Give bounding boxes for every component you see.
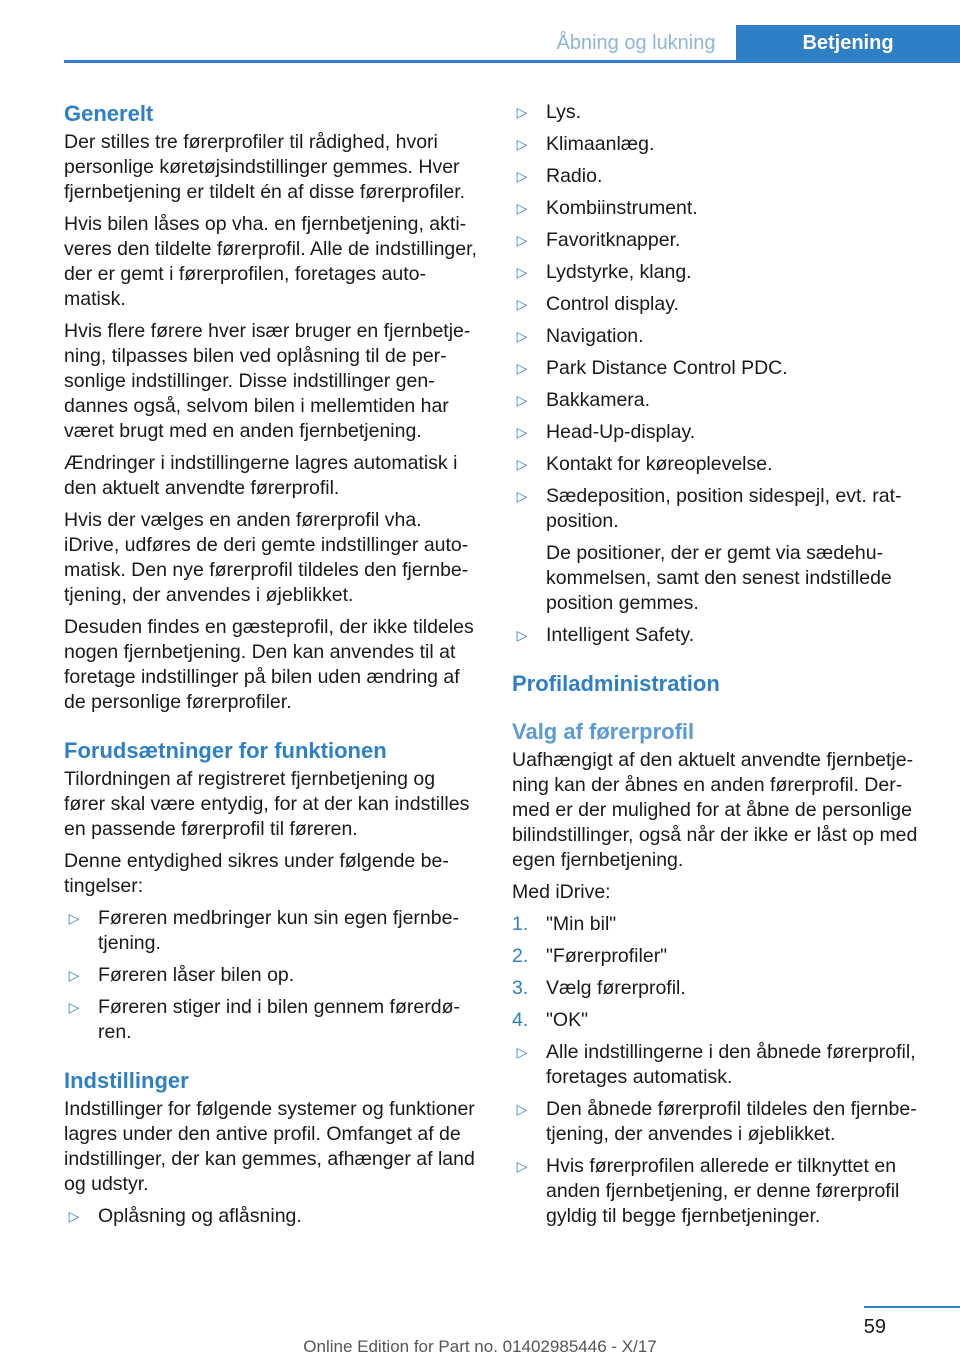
- list-item: ▷ Oplåsning og aflåsning.: [64, 1204, 479, 1229]
- list-item: ▷ Park Distance Control PDC.: [512, 356, 927, 381]
- right-column: [512, 100, 927, 1236]
- list-item: ▷ Føreren stiger ind i bilen gennem førerdøren.: [64, 995, 479, 1045]
- paragraph: Tilordningen af registreret fjernbetjening og fører skal være entydig, for at der kan indstilles en passende førerprofil til føreren.: [64, 768, 470, 840]
- heading-indstillinger: Indstillinger: [64, 1068, 189, 1093]
- list-item: ▷ Bakkamera.: [512, 388, 927, 413]
- step-item: 3. Vælg førerprofil.: [512, 977, 686, 999]
- page-number: 59: [863, 1316, 886, 1338]
- seat-note: De positioner, der er gemt via sædehukommelsen, samt den senest indstillede position gemmes.: [546, 542, 892, 614]
- step-number: 3.: [512, 977, 529, 999]
- list-item: ▷ Intelligent Safety.: [512, 623, 927, 648]
- list-item: ▷ Føreren låser bilen op.: [64, 963, 479, 988]
- list-item: ▷ Kombiinstrument.: [512, 196, 927, 221]
- heading-forudsaetninger: Forudsætninger for funktionen: [64, 738, 387, 763]
- chapter-tab: Betjening: [736, 25, 960, 62]
- footer-rule: [864, 1306, 960, 1308]
- bullet-icon: ▷: [68, 999, 80, 1015]
- paragraph: Hvis bilen låses op vha. en fjernbetjening, aktiveres den tildelte førerprofil. Alle de indstillinger, der er gemt i førerprofilen, foretages automatisk.: [64, 213, 477, 310]
- list-item: ▷ Navigation.: [512, 324, 927, 349]
- bullet-icon: ▷: [68, 967, 80, 983]
- list-item: ▷ Hvis førerprofilen allerede er tilknyttet en anden fjernbetjening, er denne førerprofil gyldig til begge fjernbetjeninger.: [512, 1154, 927, 1229]
- paragraph: Der stilles tre førerprofiler til rådighed, hvori personlige køretøjsindstillinger gemmes. Hver fjernbetjening er tildelt én af disse førerprofiler.: [64, 131, 466, 203]
- step-number: 1.: [512, 913, 529, 935]
- bullet-icon: ▷: [516, 1158, 528, 1174]
- list-item: ▷ Sædeposition, position sidespejl, evt. ratposition.: [512, 484, 927, 534]
- bullet-icon: ▷: [516, 456, 528, 472]
- list-item: ▷ Den åbnede førerprofil tildeles den fjernbetjening, der anvendes i øjeblikket.: [512, 1097, 927, 1147]
- heading-profiladministration: Profiladministration: [512, 671, 720, 696]
- header-tabs: [536, 25, 960, 62]
- bullet-icon: ▷: [516, 488, 528, 504]
- bullet-icon: ▷: [516, 1101, 528, 1117]
- bullet-icon: ▷: [516, 232, 528, 248]
- list-item: ▷ Lys.: [512, 100, 927, 125]
- bullet-icon: ▷: [516, 328, 528, 344]
- header-rule: [64, 60, 960, 63]
- bullet-icon: ▷: [68, 910, 80, 926]
- bullet-icon: ▷: [516, 424, 528, 440]
- bullet-icon: ▷: [68, 1208, 80, 1224]
- list-item: ▷ Føreren medbringer kun sin egen fjernbetjening.: [64, 906, 479, 956]
- bullet-icon: ▷: [516, 360, 528, 376]
- bullet-icon: ▷: [516, 104, 528, 120]
- list-item: ▷ Head-Up-display.: [512, 420, 927, 445]
- list-item: ▷ Klimaanlæg.: [512, 132, 927, 157]
- list-item: ▷ Kontakt for køreoplevelse.: [512, 452, 927, 477]
- bullet-icon: ▷: [516, 1044, 528, 1060]
- paragraph: Hvis flere førere hver især bruger en fjernbetjening, tilpasses bilen ved oplåsning til de personlige indstillinger. Disse indstillinger gendannes også, selvom bilen i mellemtiden har været brugt med en anden fjernbetjening.: [64, 320, 471, 442]
- list-item: ▷ Alle indstillingerne i den åbnede førerprofil, foretages automatisk.: [512, 1040, 927, 1090]
- step-number: 4.: [512, 1009, 529, 1031]
- list-item: ▷ Control display.: [512, 292, 927, 317]
- paragraph: Hvis der vælges en anden førerprofil vha. iDrive, udføres de deri gemte indstillinger automatisk. Den nye førerprofil tildeles den fjernbetjening, der anvendes i øjeblikket.: [64, 509, 469, 606]
- step-item: 2. "Førerprofiler": [512, 945, 668, 967]
- list-item: ▷ Lydstyrke, klang.: [512, 260, 927, 285]
- left-column: [64, 100, 479, 1236]
- bullet-icon: ▷: [516, 136, 528, 152]
- heading-valg-af-forerprofil: Valg af førerprofil: [512, 719, 695, 744]
- step-item: 4. "OK": [512, 1009, 589, 1031]
- section-tab: Åbning og lukning: [556, 32, 716, 54]
- paragraph: Ændringer i indstillingerne lagres automatisk i den aktuelt anvendte førerprofil.: [64, 452, 458, 499]
- paragraph: Uafhængigt af den aktuelt anvendte fjernbetjening kan der åbnes en anden førerprofil. Dermed er der mulighed for at åbne de personlige bilindstillinger, også når der ikke er låst op med egen fjernbetjening.: [512, 749, 918, 871]
- edition-footer: Online Edition for Part no. 01402985446 - X/17: [303, 1337, 657, 1356]
- step-item: 1. "Min bil": [512, 913, 617, 935]
- bullet-icon: ▷: [516, 200, 528, 216]
- list-item: ▷ Favoritknapper.: [512, 228, 927, 253]
- bullet-icon: ▷: [516, 264, 528, 280]
- paragraph: Indstillinger for følgende systemer og funktioner lagres under den antive profil. Omfanget af de indstillinger, der kan gemmes, afhænger af land og udstyr.: [64, 1098, 475, 1195]
- bullet-icon: ▷: [516, 627, 528, 643]
- list-item: ▷ Radio.: [512, 164, 927, 189]
- paragraph: Denne entydighed sikres under følgende betingelser:: [64, 850, 449, 897]
- step-number: 2.: [512, 945, 529, 967]
- bullet-icon: ▷: [516, 296, 528, 312]
- bullet-icon: ▷: [516, 168, 528, 184]
- bullet-icon: ▷: [516, 392, 528, 408]
- paragraph: Desuden findes en gæsteprofil, der ikke tildeles nogen fjernbetjening. Den kan anvendes til at foretage indstillinger på bilen uden ændring af de personlige førerprofiler.: [64, 616, 474, 713]
- heading-generelt: Generelt: [64, 101, 154, 126]
- paragraph: Med iDrive:: [512, 881, 611, 903]
